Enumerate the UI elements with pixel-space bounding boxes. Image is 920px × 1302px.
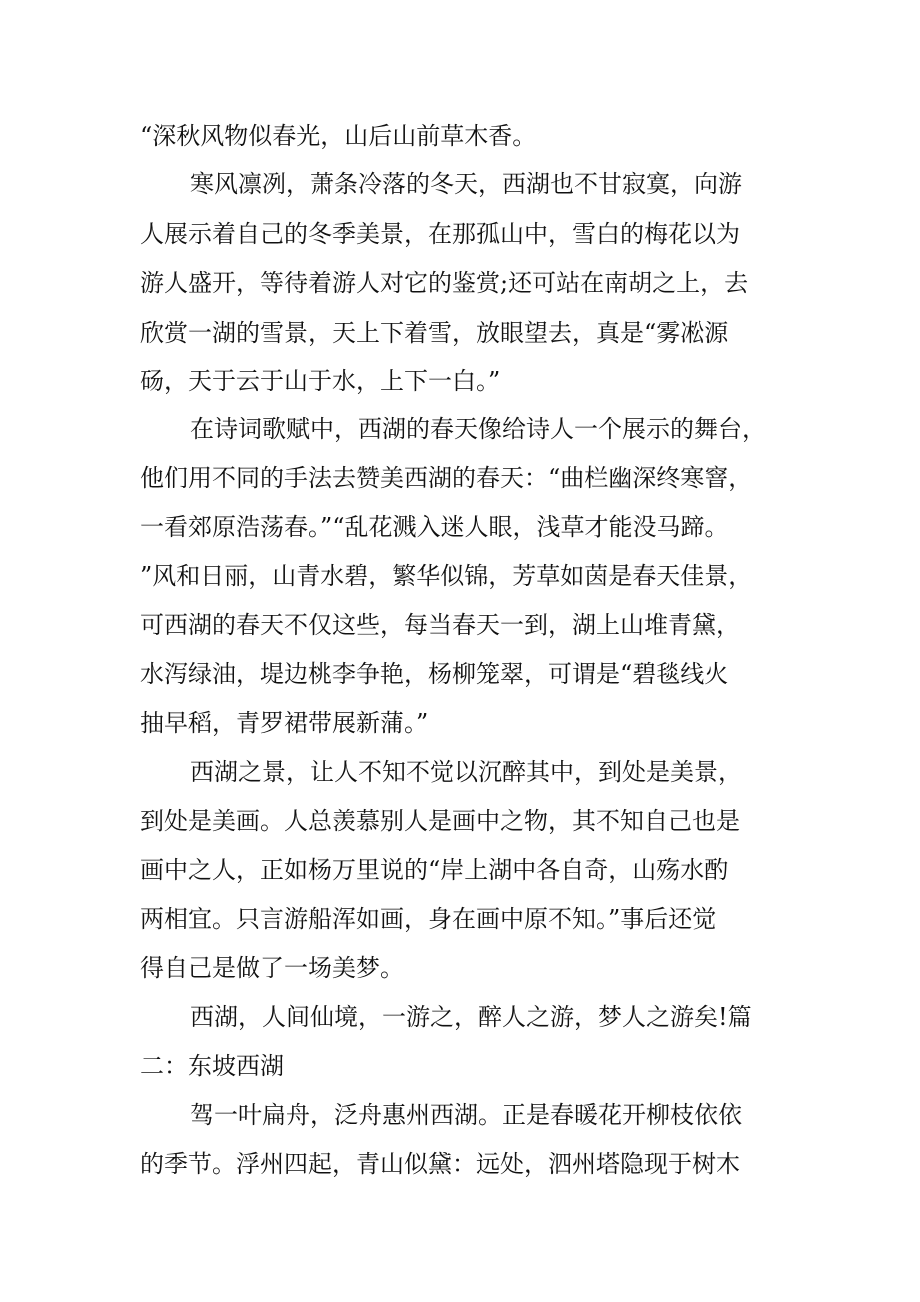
text-line: 他们用不同的手法去赞美西湖的春天：“曲栏幽深终寒窨， — [140, 464, 753, 492]
text-line: 西湖之景，让人不知不觉以沉醉其中，到处是美景， — [190, 758, 742, 786]
text-line: 画中之人，正如杨万里说的“岸上湖中各自奇，山殇水酌 — [140, 856, 729, 884]
text-line: 两相宜。只言游船浑如画，身在画中原不知。”事后还觉 — [140, 905, 717, 933]
text-line: 抽早稻，青罗裙带展新蒲。” — [140, 709, 429, 737]
text-line: 西湖，人间仙境，一游之，醉人之游，梦人之游矣!篇 — [190, 1003, 752, 1031]
text-line: ”风和日丽，山青水碧，繁华似锦，芳草如茵是春天佳景， — [140, 562, 753, 590]
text-line: 在诗词歌赋中，西湖的春天像给诗人一个展示的舞台， — [190, 415, 766, 443]
text-line: 水泻绿油，堤边桃李争艳，杨柳笼翠，可谓是“碧毯线火 — [140, 660, 729, 688]
text-line: 到处是美画。人总羡慕别人是画中之物，其不知自己也是 — [140, 807, 740, 835]
text-line: 可西湖的春天不仅这些，每当春天一到，湖上山堆青黛， — [140, 611, 740, 639]
text-line: “深秋风物似春光，山后山前草木香。 — [140, 122, 537, 150]
text-line: 二：东坡西湖 — [140, 1052, 284, 1080]
text-line: 欣赏一湖的雪景，天上下着雪，放眼望去，真是“雾凇源 — [140, 319, 729, 347]
text-line: 得自己是做了一场美梦。 — [140, 954, 404, 982]
text-line: 砀，天于云于山于水，上下一白。” — [140, 367, 501, 395]
text-line: 的季节。浮州四起，青山似黛：远处，泗州塔隐现于树木 — [140, 1150, 740, 1178]
text-line: 人展示着自己的冬季美景，在那孤山中，雪白的梅花以为 — [140, 220, 740, 248]
text-line: 一看郊原浩荡春。”“乱花溅入迷人眼，浅草才能没马蹄。 — [140, 513, 729, 541]
text-line: 寒风凛冽，萧条冷落的冬天，西湖也不甘寂寞，向游 — [190, 170, 742, 198]
text-line: 驾一叶扁舟，泛舟惠州西湖。正是春暖花开柳枝依依 — [190, 1101, 742, 1129]
text-line: 游人盛开，等待着游人对它的鉴赏;还可站在南胡之上，去 — [140, 269, 749, 297]
